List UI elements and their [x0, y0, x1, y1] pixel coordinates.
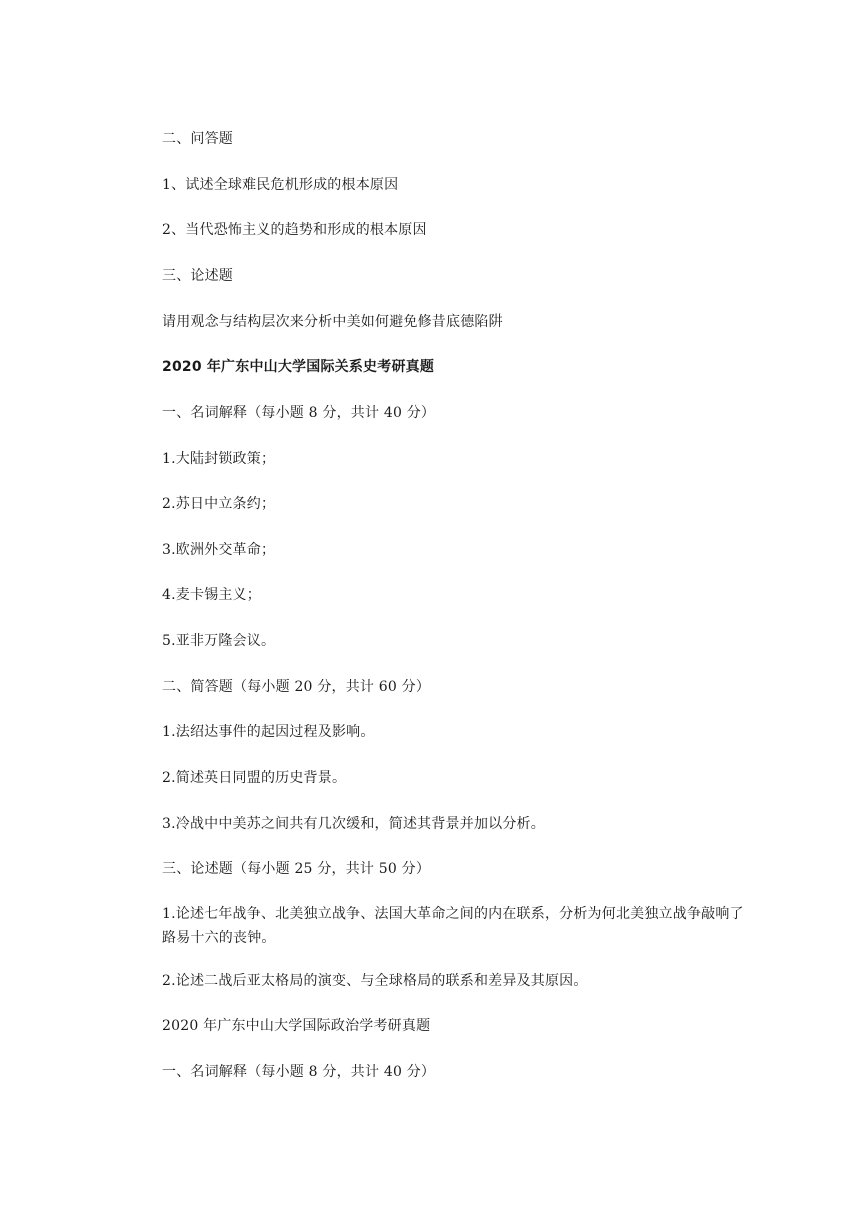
exam-title: 2020 年广东中山大学国际关系史考研真题 [162, 359, 435, 375]
section-heading-qa: 二、问答题 [162, 131, 233, 147]
question-item: 1.大陆封锁政策； [162, 451, 276, 467]
exam-title: 2020 年广东中山大学国际政治学考研真题 [162, 1018, 431, 1034]
question-item: 3.冷战中中美苏之间共有几次缓和，简述其背景并加以分析。 [162, 816, 545, 832]
question-item: 2、当代恐怖主义的趋势和形成的根本原因 [162, 222, 427, 238]
question-item: 1.论述七年战争、北美独立战争、法国大革命之间的内在联系，分析为何北美独立战争敲响了路易十六的丧钟。 [162, 906, 744, 946]
section-heading-terms: 一、名词解释（每小题 8 分，共计 40 分） [162, 405, 436, 421]
question-item: 2.论述二战后亚太格局的演变、与全球格局的联系和差异及其原因。 [162, 973, 588, 989]
question-item: 5.亚非万隆会议。 [162, 633, 276, 649]
question-item: 2.简述英日同盟的历史背景。 [162, 770, 347, 786]
question-item: 1、试述全球难民危机形成的根本原因 [162, 177, 399, 193]
question-item: 请用观念与结构层次来分析中美如何避免修昔底德陷阱 [162, 314, 503, 330]
section-heading-essay: 三、论述题 [162, 268, 233, 284]
section-heading-essay: 三、论述题（每小题 25 分，共计 50 分） [162, 861, 431, 877]
question-item: 1.法绍达事件的起因过程及影响。 [162, 724, 375, 740]
section-heading-terms: 一、名词解释（每小题 8 分，共计 40 分） [162, 1064, 436, 1080]
section-heading-short: 二、简答题（每小题 20 分，共计 60 分） [162, 679, 431, 695]
question-item: 3.欧洲外交革命； [162, 542, 276, 558]
question-item: 2.苏日中立条约； [162, 496, 276, 512]
question-item: 4.麦卡锡主义； [162, 587, 261, 603]
